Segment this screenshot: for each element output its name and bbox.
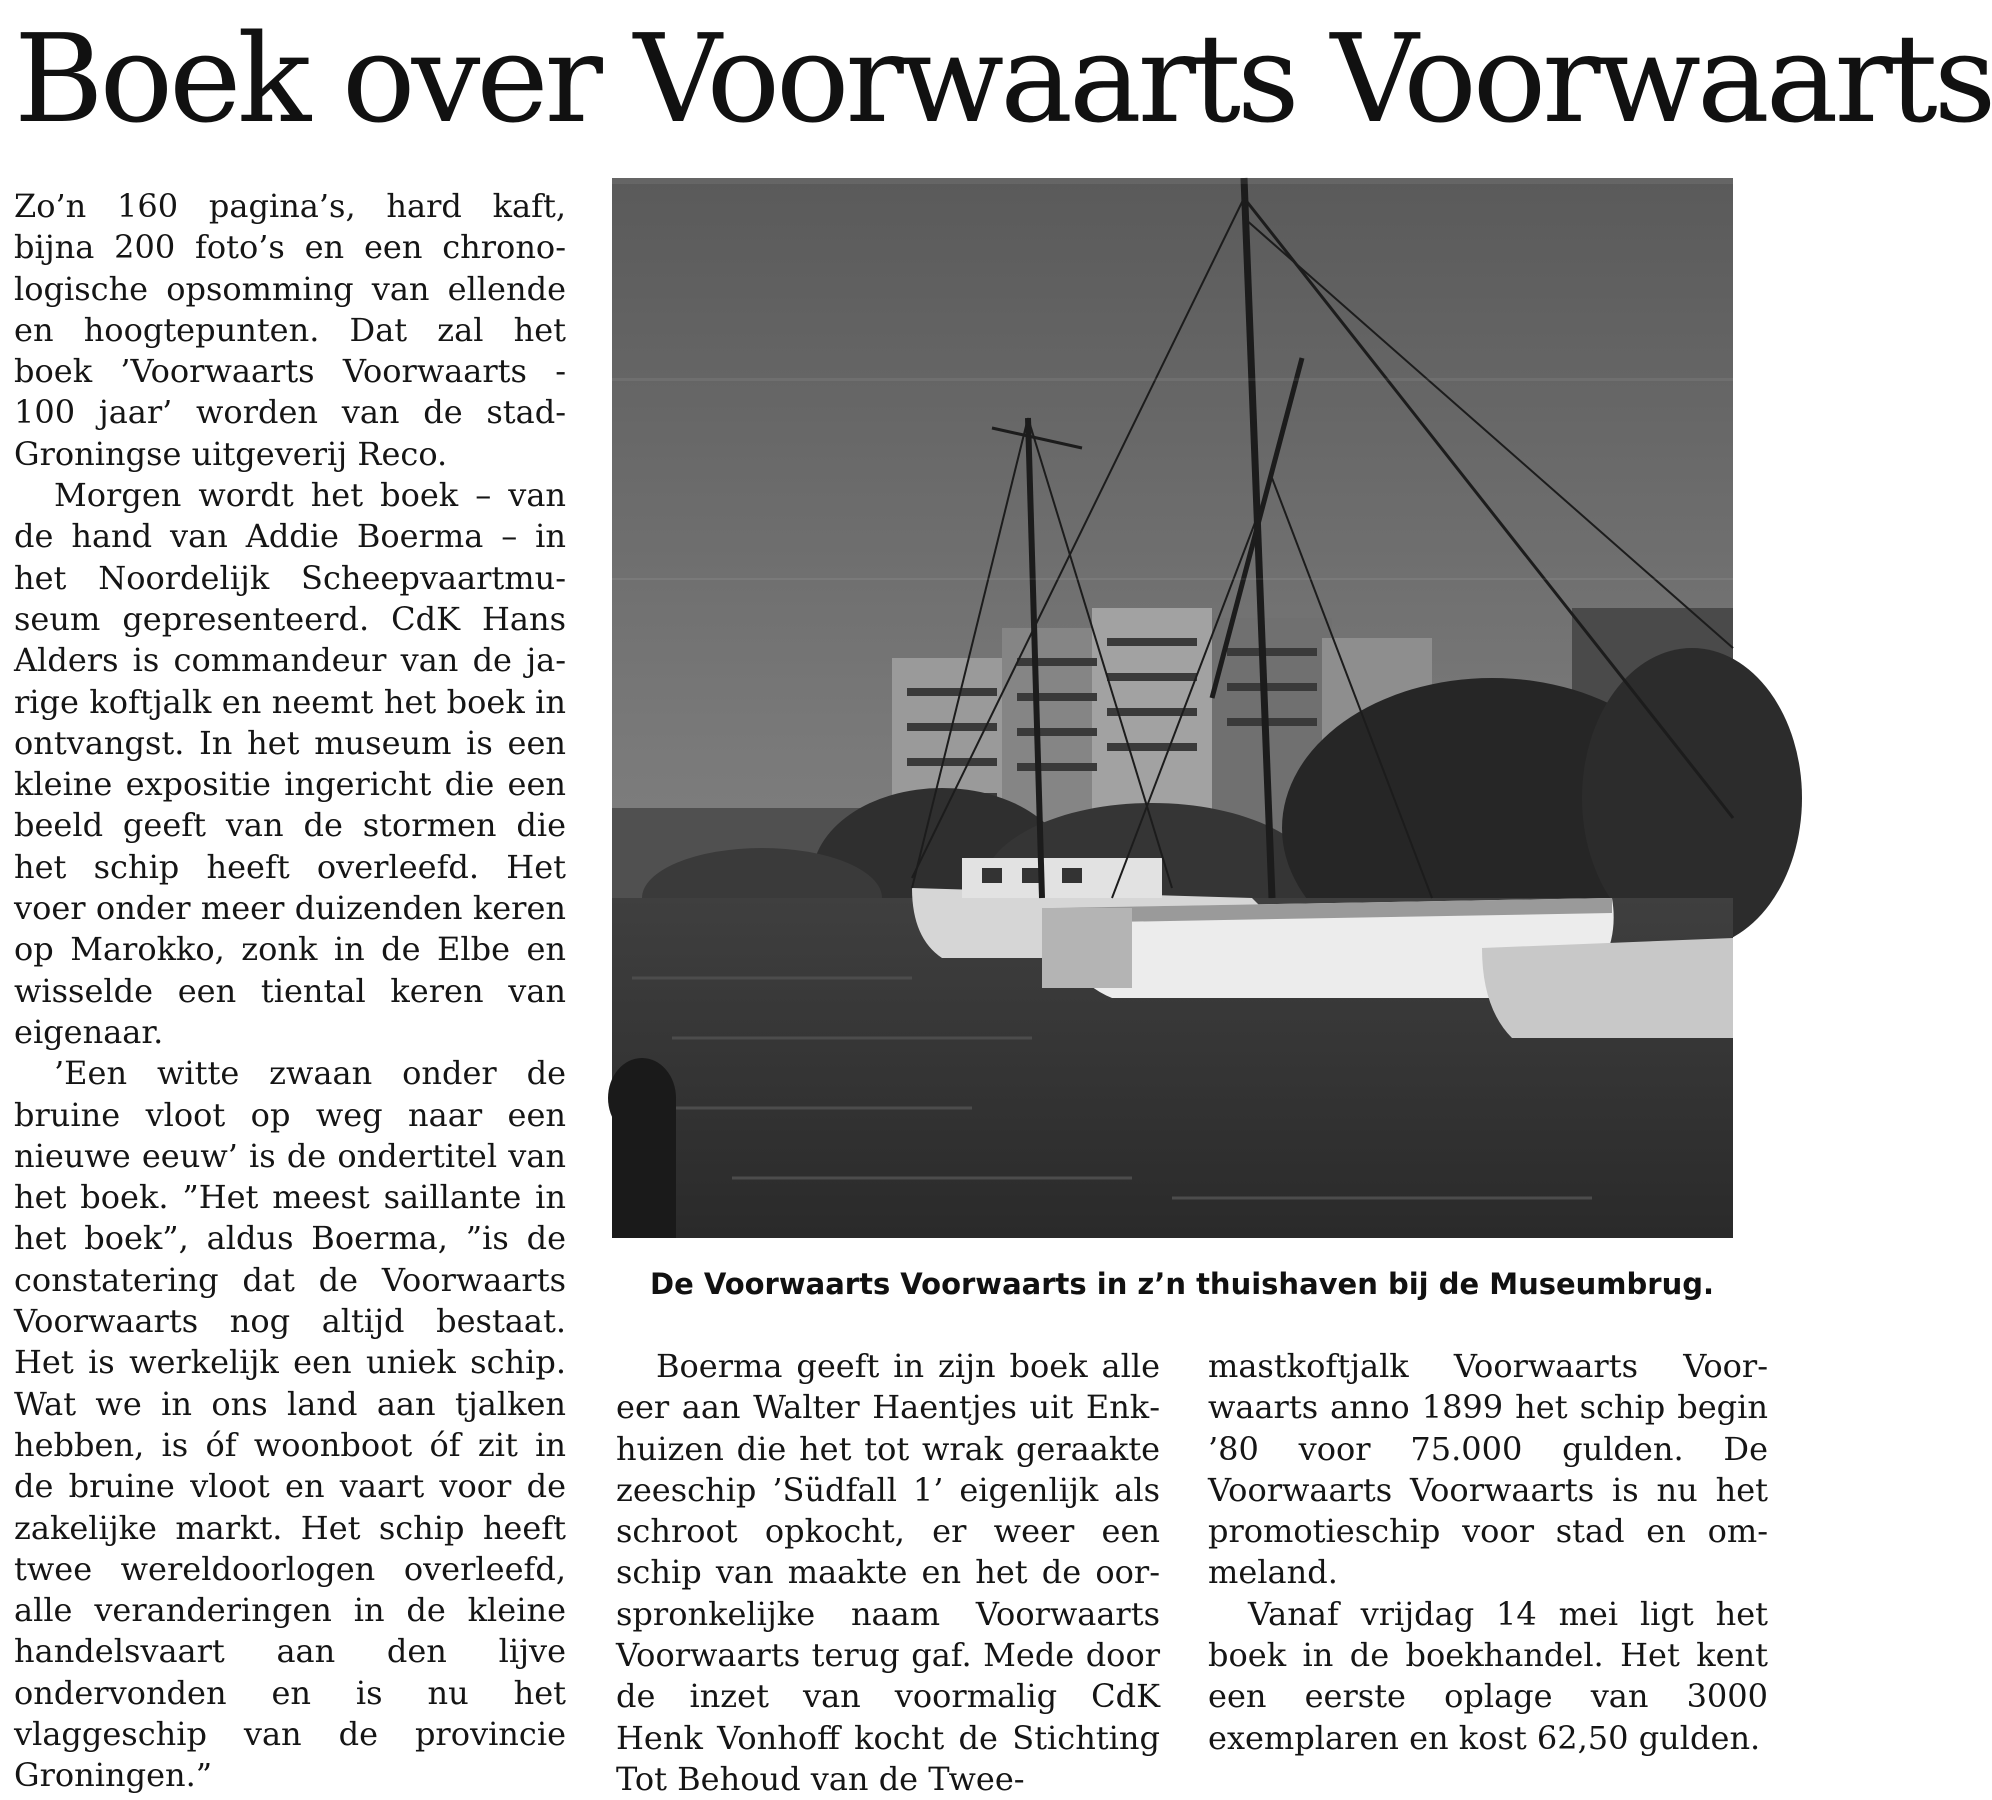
harbour-photo <box>612 178 1733 1238</box>
paragraph-presentation: Morgen wordt het boek – van de hand van Addie Boerma – in het Noordelijk Scheepvaartmuseum gepresenteerd. CdK Hans Alders is commandeur van de jarige koftjalk en neemt het boek in ontvangst. In het museum is een kleine expositie ingericht die een beeld geeft van de stormen die het schip heeft overleefd. Het voer onder meer duizenden keren op Marokko, zonk in de Elbe en wisselde een tiental keren van eigenaar. <box>14 476 566 1051</box>
photo-caption: De Voorwaarts Voorwaarts in z’n thuishaven bij de Museumbrug. <box>650 1267 1714 1301</box>
paragraph-boekhandel: Vanaf vrijdag 14 mei ligt het boek in de boekhandel. Het kent een eerste oplage van 3000 exemplaren en kost 62,50 gulden. <box>1208 1594 1768 1757</box>
headline: Boek over Voorwaarts Voorwaarts <box>14 8 1992 150</box>
paragraph-intro: Zo’n 160 pagina’s, hard kaft, bijna 200 foto’s en een chronologische opsomming van ellende en hoogtepunten. Dat zal het boek ’Voorwaarts Voorwaarts - 100 jaar’ worden van de stad-Groningse uitgeverij Reco. <box>14 187 566 473</box>
article-column-2 <box>616 1346 1160 1798</box>
article-column-3 <box>1208 1346 1768 1798</box>
paragraph-promotieschip: mastkoftjalk Voorwaarts Voorwaarts anno 1899 het schip begin ’80 voor 75.000 gulden. De Voorwaarts Voorwaarts is nu het promotieschip voor stad en ommeland. <box>1208 1347 1768 1592</box>
paragraph-subtitle-quote: ’Een witte zwaan onder de bruine vloot op weg naar een nieuwe eeuw’ is de ondertitel van het boek. ”Het meest saillante in het boek”, aldus Boerma, ”is de constatering dat de Voorwaarts Voorwaarts nog altijd bestaat. Het is werkelijk een uniek schip. Wat we in ons land aan tjalken hebben, is óf woonboot óf zit in de bruine vloot en vaart voor de zakelijke markt. Het schip heeft twee wereldoorlogen overleefd, alle veranderingen in de kleine handelsvaart aan den lijve ondervonden en is nu het vlaggeschip van de provincie Groningen.” <box>14 1054 566 1795</box>
article-column-1 <box>14 186 566 1798</box>
paragraph-haentjes: Boerma geeft in zijn boek alle eer aan Walter Haentjes uit Enkhuizen die het tot wrak geraakte zeeschip ’Südfall 1’ eigenlijk als schroot opkocht, er weer een schip van maakte en het de oorspronkelijke naam Voorwaarts Voorwaarts terug gaf. Mede door de inzet van voormalig CdK Henk Vonhoff kocht de Stichting Tot Behoud van de Twee- <box>616 1347 1160 1798</box>
